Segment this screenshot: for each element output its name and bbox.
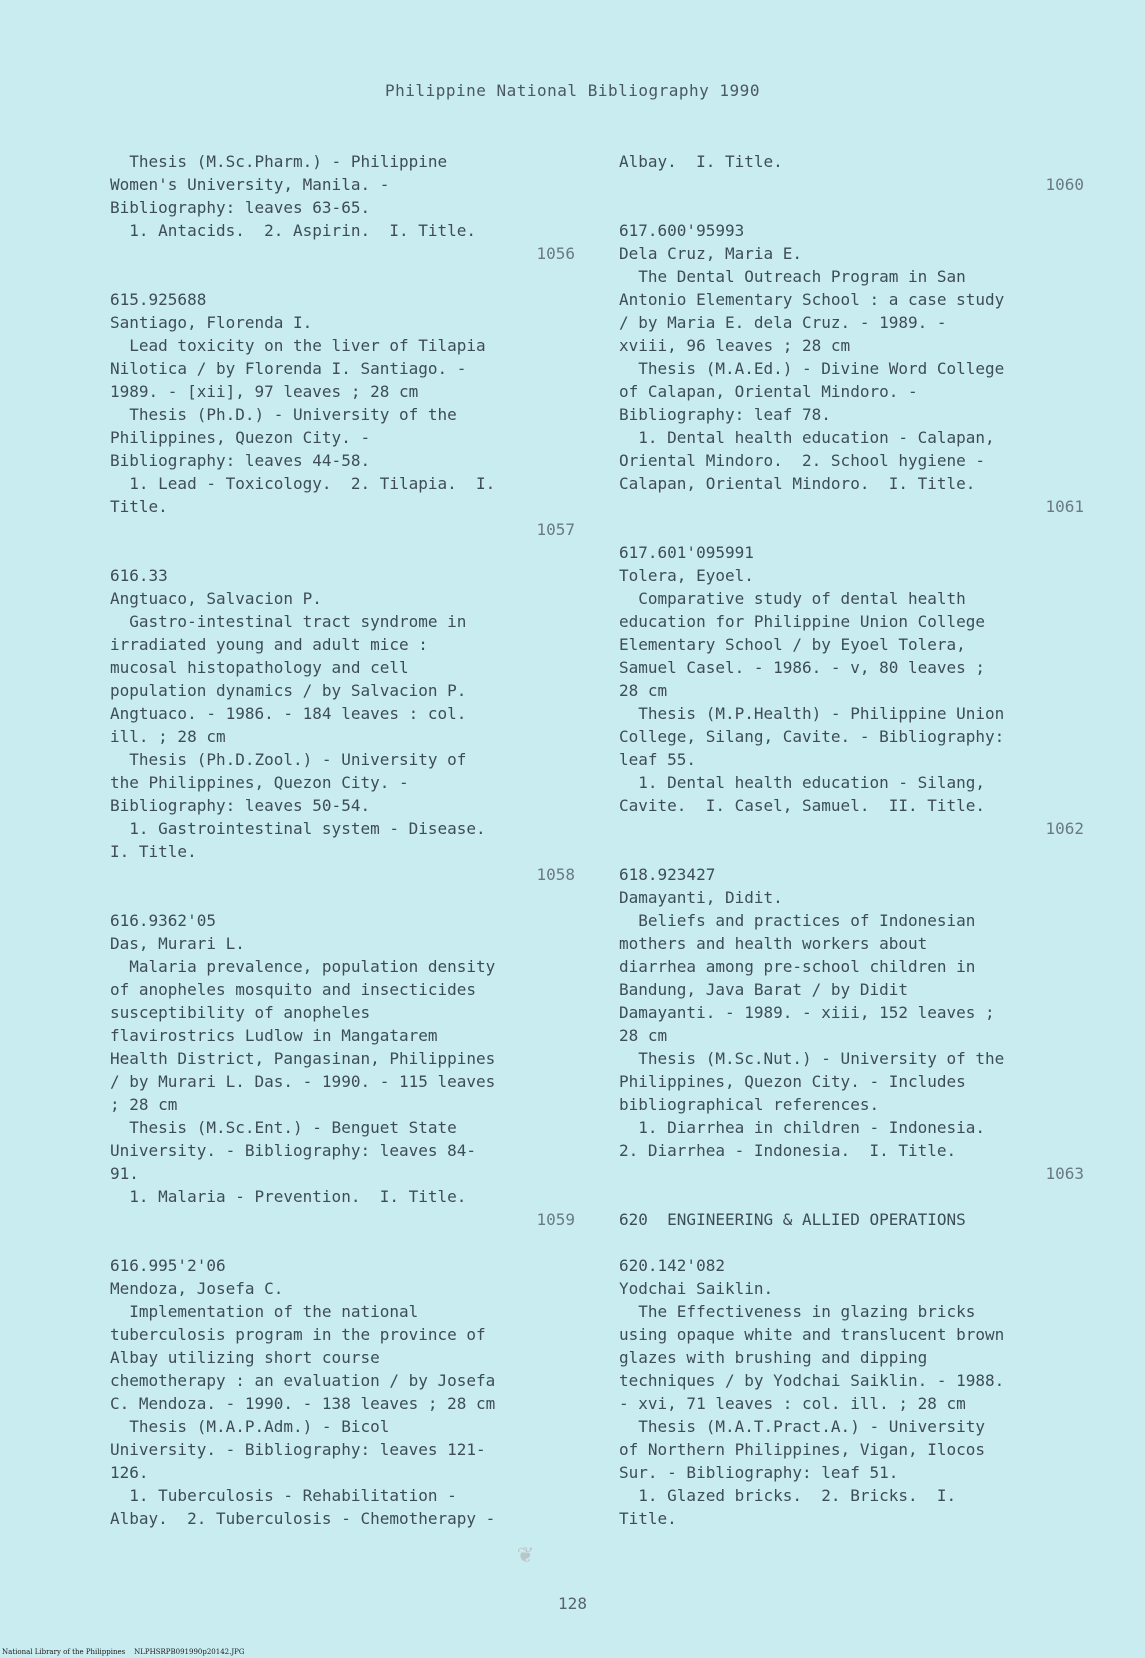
entry-line: population dynamics / by Salvacion P. xyxy=(110,681,467,700)
entry-line: 620.142'082 xyxy=(619,1256,725,1275)
entry-line: Angtuaco. - 1986. - 184 leaves : col. xyxy=(110,704,467,723)
entry-line: Thesis (M.Sc.Ent.) - Benguet State xyxy=(110,1118,457,1137)
entry-line: - xvi, 71 leaves : col. ill. ; 28 cm xyxy=(619,1394,966,1413)
entry-line: Gastro-intestinal tract syndrome in xyxy=(110,612,467,631)
entry-line: 617.601'095991 xyxy=(619,543,754,562)
entry-line: C. Mendoza. - 1990. - 138 leaves ; 28 cm xyxy=(110,1394,496,1413)
entry-line: Bibliography: leaves 44-58. xyxy=(110,451,371,470)
right-column xyxy=(619,150,1084,1530)
entry-line: 615.925688 xyxy=(110,290,207,309)
entry-line: mucosal histopathology and cell xyxy=(110,658,409,677)
entry-line: Lead toxicity on the liver of Tilapia xyxy=(110,336,486,355)
entry-line: 1. Lead - Toxicology. 2. Tilapia. I. xyxy=(110,474,496,493)
entry-line: Albay. I. Title. xyxy=(619,152,783,171)
entry-line: Damayanti, Didit. xyxy=(619,888,783,907)
entry-line: 620 ENGINEERING & ALLIED OPERATIONS xyxy=(619,1210,966,1229)
spacer xyxy=(619,1185,1084,1208)
entry-line: 1. Gastrointestinal system - Disease. xyxy=(110,819,486,838)
entry-line: Title. xyxy=(619,1509,677,1528)
entry-line: of Northern Philippines, Vigan, Ilocos xyxy=(619,1440,986,1459)
entry-number: 1060 xyxy=(1045,175,1084,194)
entry-line: 1. Glazed bricks. 2. Bricks. I. xyxy=(619,1486,957,1505)
entry-number: 1056 xyxy=(536,244,575,263)
library-stamp-icon: ❦ xyxy=(517,1539,533,1569)
entry-line: leaf 55. xyxy=(619,750,697,769)
entry-line: Samuel Casel. - 1986. - v, 80 leaves ; xyxy=(619,658,986,677)
spacer xyxy=(110,1231,575,1254)
scan-footer: National Library of the Philippines NLPHSRPB091990p20142.JPG xyxy=(2,1648,245,1656)
entry-line: 1. Malaria - Prevention. I. Title. xyxy=(110,1187,467,1206)
entry-number: 1057 xyxy=(536,520,575,539)
entry-line: 616.9362'05 xyxy=(110,911,216,930)
entry-line: of Calapan, Oriental Mindoro. - xyxy=(619,382,918,401)
entry-line: the Philippines, Quezon City. - xyxy=(110,773,409,792)
entry-line: / by Maria E. dela Cruz. - 1989. - xyxy=(619,313,947,332)
entry-line: diarrhea among pre-school children in xyxy=(619,957,976,976)
entry-line: The Dental Outreach Program in San xyxy=(619,267,966,286)
entry-line: Thesis (Ph.D.) - University of the xyxy=(110,405,457,424)
entry-line: Mendoza, Josefa C. xyxy=(110,1279,284,1298)
entry-line: Calapan, Oriental Mindoro. I. Title. xyxy=(619,474,976,493)
entry-line: 1. Diarrhea in children - Indonesia. xyxy=(619,1118,986,1137)
entry-line: Thesis (M.A.Ed.) - Divine Word College xyxy=(619,359,1005,378)
entry-line: xviii, 96 leaves ; 28 cm xyxy=(619,336,851,355)
entry-line: 2. Diarrhea - Indonesia. I. Title. xyxy=(619,1141,957,1160)
entry-line: ill. ; 28 cm xyxy=(110,727,226,746)
entry-line: Oriental Mindoro. 2. School hygiene - xyxy=(619,451,986,470)
entry-line: I. Title. xyxy=(110,842,197,861)
entry-line: Sur. - Bibliography: leaf 51. xyxy=(619,1463,899,1482)
entry-line: ; 28 cm xyxy=(110,1095,178,1114)
entry-line: 28 cm xyxy=(619,1026,668,1045)
entry-line: / by Murari L. Das. - 1990. - 115 leaves xyxy=(110,1072,496,1091)
entry-line: Damayanti. - 1989. - xiii, 152 leaves ; xyxy=(619,1003,995,1022)
entry-line: Thesis (M.Sc.Pharm.) - Philippine xyxy=(110,152,448,171)
entry-line: Bibliography: leaf 78. xyxy=(619,405,831,424)
entry-line: 1. Dental health education - Silang, xyxy=(619,773,986,792)
spacer xyxy=(619,840,1084,863)
entry-line: Philippines, Quezon City. - xyxy=(110,428,371,447)
entry-line: Philippines, Quezon City. - Includes xyxy=(619,1072,966,1091)
entry-line: University. - Bibliography: leaves 121- xyxy=(110,1440,486,1459)
entry-line: Comparative study of dental health xyxy=(619,589,966,608)
entry-number: 1061 xyxy=(1045,497,1084,516)
entry-line: Cavite. I. Casel, Samuel. II. Title. xyxy=(619,796,986,815)
entry-line: Beliefs and practices of Indonesian xyxy=(619,911,976,930)
left-column xyxy=(110,150,575,1530)
entry-line: Thesis (M.Sc.Nut.) - University of the xyxy=(619,1049,1005,1068)
entry-line: techniques / by Yodchai Saiklin. - 1988. xyxy=(619,1371,1005,1390)
entry-line: University. - Bibliography: leaves 84- xyxy=(110,1141,477,1160)
page-title: Philippine National Bibliography 1990 xyxy=(385,81,760,100)
spacer xyxy=(110,541,575,564)
entry-line: 1. Dental health education - Calapan, xyxy=(619,428,995,447)
spacer xyxy=(110,886,575,909)
entry-line: Title. xyxy=(110,497,168,516)
entry-number: 1062 xyxy=(1045,819,1084,838)
entry-line: College, Silang, Cavite. - Bibliography: xyxy=(619,727,1005,746)
entry-line: Nilotica / by Florenda I. Santiago. - xyxy=(110,359,467,378)
entry-line: bibliographical references. xyxy=(619,1095,880,1114)
entry-line: tuberculosis program in the province of xyxy=(110,1325,486,1344)
entry-line: Dela Cruz, Maria E. xyxy=(619,244,803,263)
entry-line: Health District, Pangasinan, Philippines xyxy=(110,1049,496,1068)
entry-line: Albay utilizing short course xyxy=(110,1348,380,1367)
entry-line: 1. Tuberculosis - Rehabilitation - xyxy=(110,1486,457,1505)
spacer xyxy=(110,265,575,288)
entry-line: irradiated young and adult mice : xyxy=(110,635,428,654)
entry-line: glazes with brushing and dipping xyxy=(619,1348,928,1367)
entry-line: 28 cm xyxy=(619,681,668,700)
entry-line: 618.923427 xyxy=(619,865,716,884)
entry-line: Thesis (M.P.Health) - Philippine Union xyxy=(619,704,1005,723)
entry-line: using opaque white and translucent brown xyxy=(619,1325,1005,1344)
page-number: 128 xyxy=(558,1594,587,1613)
entry-line: education for Philippine Union College xyxy=(619,612,986,631)
entry-line: Das, Murari L. xyxy=(110,934,245,953)
entry-line: 617.600'95993 xyxy=(619,221,745,240)
entry-number: 1063 xyxy=(1045,1164,1084,1183)
entry-line: Albay. 2. Tuberculosis - Chemotherapy - xyxy=(110,1509,496,1528)
entry-line: Women's University, Manila. - xyxy=(110,175,390,194)
entry-line: 91. xyxy=(110,1164,139,1183)
entry-line: Yodchai Saiklin. xyxy=(619,1279,774,1298)
entry-line: of anopheles mosquito and insecticides xyxy=(110,980,477,999)
entry-line: Thesis (M.A.P.Adm.) - Bicol xyxy=(110,1417,390,1436)
entry-line: Elementary School / by Eyoel Tolera, xyxy=(619,635,966,654)
spacer xyxy=(619,1231,1084,1254)
entry-line: Thesis (M.A.T.Pract.A.) - University xyxy=(619,1417,986,1436)
entry-line: 126. xyxy=(110,1463,149,1482)
entry-line: 1989. - [xii], 97 leaves ; 28 cm xyxy=(110,382,419,401)
entry-line: Malaria prevalence, population density xyxy=(110,957,496,976)
entry-line: Tolera, Eyoel. xyxy=(619,566,754,585)
entry-line: Bibliography: leaves 50-54. xyxy=(110,796,371,815)
entry-line: flavirostrics Ludlow in Mangatarem xyxy=(110,1026,438,1045)
entry-line: susceptibility of anopheles xyxy=(110,1003,371,1022)
entry-line: Implementation of the national xyxy=(110,1302,419,1321)
spacer xyxy=(619,196,1084,219)
entry-line: mothers and health workers about xyxy=(619,934,928,953)
entry-line: chemotherapy : an evaluation / by Josefa xyxy=(110,1371,496,1390)
entry-line: 616.995'2'06 xyxy=(110,1256,226,1275)
entry-line: Thesis (Ph.D.Zool.) - University of xyxy=(110,750,467,769)
entry-line: Santiago, Florenda I. xyxy=(110,313,313,332)
entry-number: 1058 xyxy=(536,865,575,884)
entry-line: Angtuaco, Salvacion P. xyxy=(110,589,322,608)
entry-line: The Effectiveness in glazing bricks xyxy=(619,1302,976,1321)
entry-line: 1. Antacids. 2. Aspirin. I. Title. xyxy=(110,221,477,240)
entry-number: 1059 xyxy=(536,1210,575,1229)
entry-line: Bandung, Java Barat / by Didit xyxy=(619,980,908,999)
entry-line: Antonio Elementary School : a case study xyxy=(619,290,1005,309)
spacer xyxy=(619,518,1084,541)
entry-line: Bibliography: leaves 63-65. xyxy=(110,198,371,217)
entry-line: 616.33 xyxy=(110,566,168,585)
